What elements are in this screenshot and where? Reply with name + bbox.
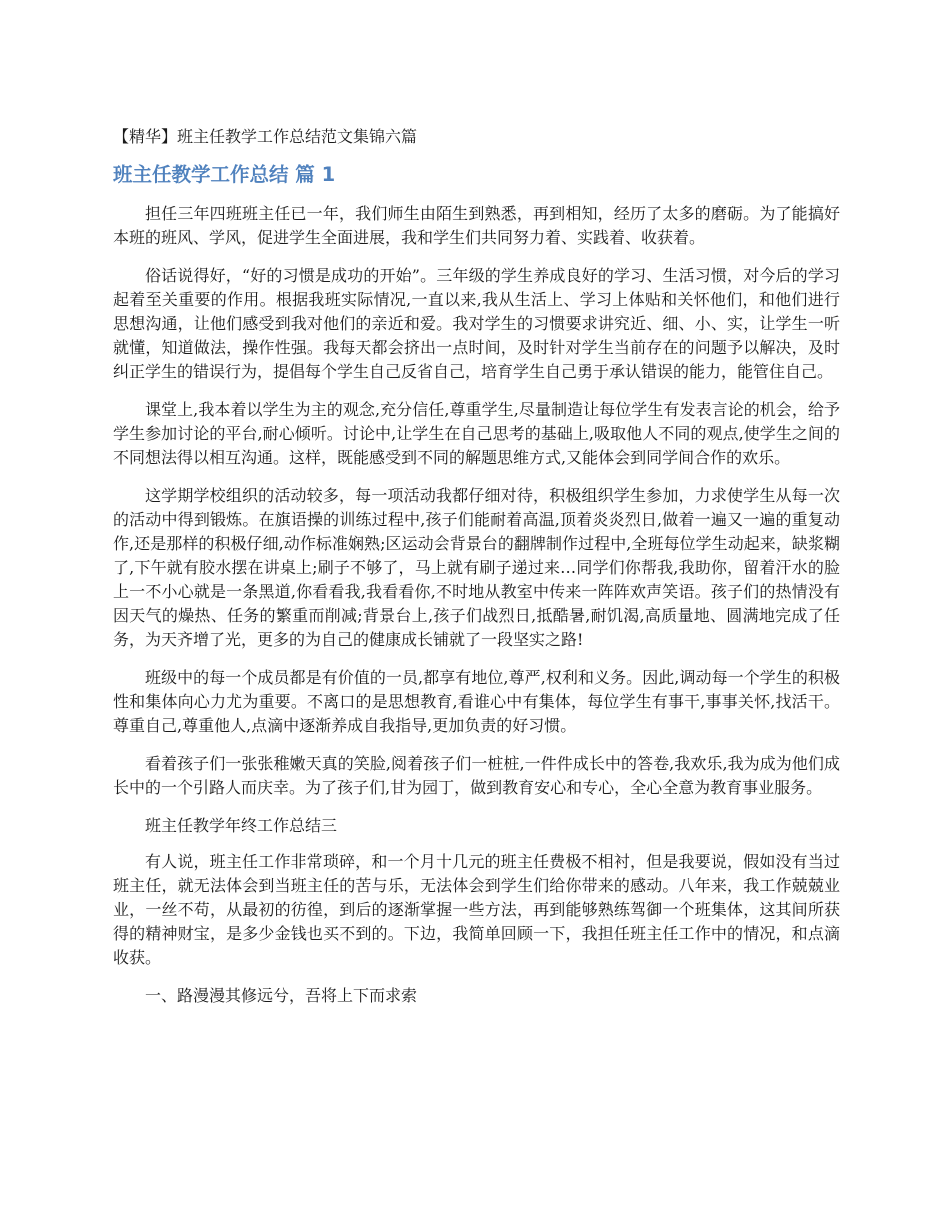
- paragraph-3: 课堂上,我本着以学生为主的观念,充分信任,尊重学生,尽量制造让每位学生有发表言论的机会，给予学生参加讨论的平台,耐心倾听。讨论中,让学生在自己思考的基础上,吸取他人不同的观点,使学生之间的不同想法得以相互沟通。这样，既能感受到不同的解题思维方式,又能体会到同学间合作的欢乐。: [113, 400, 840, 467]
- paragraph-4: 这学期学校组织的活动较多，每一项活动我都仔细对待，积极组织学生参加，力求使学生从每一次的活动中得到锻炼。在旗语操的训练过程中,孩子们能耐着高温,顶着炎炎烈日,做着一遍又一遍的重复动作,还是那样的积极仔细,动作标准娴熟;区运动会背景台的翻牌制作过程中,全班每位学生动起来，缺浆糊了,下午就有胶水摆在讲桌上;刷子不够了，马上就有刷子递过来…同学们你帮我,我助你，留着汗水的脸上一不小心就是一条黑道,你看看我,我看看你,不时地从教室中传来一阵阵欢声笑语。孩子们的热情没有因天气的燥热、任务的繁重而削减;背景台上,孩子们战烈日,抵酷暑,耐饥渴,高质量地、圆满地完成了任务，为天齐增了光，更多的为自己的健康成长铺就了一段坚实之路!: [113, 486, 840, 649]
- paragraph-5: 班级中的每一个成员都是有价值的一员,都享有地位,尊严,权利和义务。因此,调动每一个学生的积极性和集体向心力尤为重要。不离口的是思想教育,看谁心中有集体，每位学生有事干,事事关怀,找活干。尊重自己,尊重他人,点滴中逐渐养成自我指导,更加负责的好习惯。: [113, 668, 840, 735]
- paragraph-7: 有人说，班主任工作非常琐碎，和一个月十几元的班主任费极不相衬，但是我要说，假如没有当过班主任，就无法体会到当班主任的苦与乐，无法体会到学生们给你带来的感动。八年来，我工作兢兢业业，一丝不苟，从最初的彷徨，到后的逐渐掌握一些方法，再到能够熟练驾御一个班集体，这其间所获得的精神财宝，是多少金钱也买不到的。下边，我简单回顾一下，我担任班主任工作中的情况，和点滴收获。: [113, 852, 840, 967]
- paragraph-6: 看着孩子们一张张稚嫩天真的笑脸,阅着孩子们一桩桩,一件件成长中的答卷,我欢乐,我为成为他们成长中的一个引路人而庆幸。为了孩子们,甘为园丁，做到教育安心和专心，全心全意为教育事业服务。: [113, 754, 840, 797]
- paragraph-1: 担任三年四班班主任已一年，我们师生由陌生到熟悉，再到相知，经历了太多的磨砺。为了能搞好本班的班风、学风，促进学生全面进展，我和学生们共同努力着、实践着、收获着。: [113, 204, 840, 247]
- section-heading: 班主任教学工作总结 篇 1: [113, 163, 336, 186]
- subheading-section-one: 一、路漫漫其修远兮，吾将上下而求索: [145, 986, 418, 1005]
- document-title: 【精华】班主任教学工作总结范文集锦六篇: [113, 127, 418, 146]
- subheading-summary-three: 班主任教学年终工作总结三: [145, 816, 338, 835]
- paragraph-2: 俗话说得好，“好的习惯是成功的开始”。三年级的学生养成良好的学习、生活习惯，对今后的学习起着至关重要的作用。根据我班实际情况,一直以来,我从生活上、学习上体贴和关怀他们，和他们进行思想沟通，让他们感受到我对他们的亲近和爱。我对学生的习惯要求讲究近、细、小、实，让学生一听就懂，知道做法，操作性强。我每天都会挤出一点时间，及时针对学生当前存在的问题予以解决，及时纠正学生的错误行为，提倡每个学生自己反省自己，培育学生自己勇于承认错误的能力，能管住自己。: [113, 266, 840, 381]
- document-page: [113, 126, 840, 1020]
